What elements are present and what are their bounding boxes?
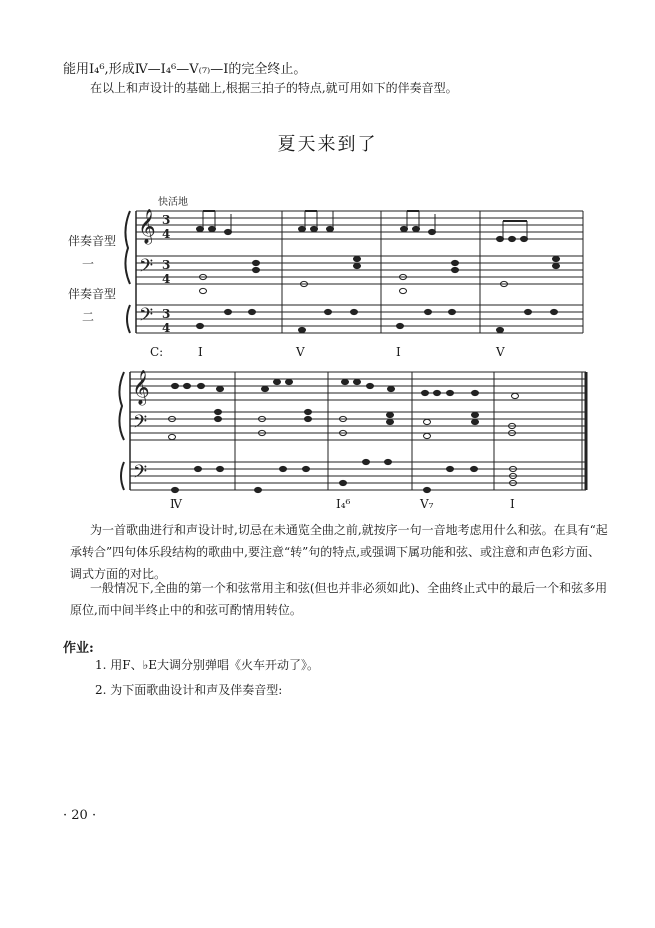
- chord-label: Ⅳ: [170, 497, 182, 511]
- time-sig-top: 3: [162, 213, 171, 227]
- key-label: C:: [150, 345, 164, 359]
- bass-clef-icon: 𝄢: [133, 462, 148, 487]
- pattern-1-label: 伴奏音型: [68, 234, 117, 248]
- body-paragraph-1: 为一首歌曲进行和声设计时,切忌在未通览全曲之前,就按序一句一音地考虑用什么和弦。在具有“起承转合”四句体乐段结构的歌曲中,要注意“转”句的特点,或强调下属功能和弦、或注意和声色彩方面、调式方面的对比。: [70, 523, 608, 581]
- time-sig-bottom: 4: [162, 321, 171, 335]
- melody-notes-1: [197, 211, 528, 242]
- chord-label: Ⅴ: [496, 345, 505, 359]
- treble-clef-icon: 𝄞: [138, 209, 156, 244]
- tempo-marking: 快活地: [158, 197, 188, 208]
- melody-notes-2: [172, 379, 519, 398]
- chord-label: Ⅰ: [510, 497, 515, 511]
- time-sig-top: 3: [162, 258, 171, 272]
- chord-label: Ⅰ: [396, 345, 401, 359]
- bass-clef-icon: 𝄢: [133, 412, 148, 437]
- homework-item-1: 1. 用F、♭E大调分别弹唱《火车开动了》。: [95, 658, 320, 672]
- time-sig-bottom: 4: [162, 227, 171, 241]
- song-title: 夏天来到了: [277, 134, 378, 155]
- homework-item-2: 2. 为下面歌曲设计和声及伴奏音型:: [95, 683, 283, 697]
- staff-bass-2a: [130, 412, 586, 440]
- chord-label: Ⅰ: [198, 345, 203, 359]
- body-paragraph-2: 一般情况下,全曲的第一个和弦常用主和弦(但也并非必须如此)、全曲终止式中的最后一个和弦多用原位,而中间半终止中的和弦可酌情用转位。: [70, 581, 608, 617]
- intro-line-2: 在以上和声设计的基础上,根据三拍子的特点,就可用如下的伴奏音型。: [90, 81, 458, 95]
- accompaniment-notes-2: [169, 409, 517, 492]
- chord-label: Ⅴ: [296, 345, 305, 359]
- bass-clef-icon: 𝄢: [139, 305, 154, 330]
- intro-line-1: 能用Ⅰ₄⁶,形成Ⅳ—Ⅰ₄⁶—Ⅴ₍₇₎—Ⅰ的完全终止。: [63, 62, 307, 77]
- pattern-1-number: 一: [82, 257, 95, 271]
- accompaniment-notes-1: [197, 256, 560, 332]
- pattern-2-label: 伴奏音型: [68, 287, 117, 301]
- pattern-2-number: 二: [82, 310, 95, 324]
- time-sig-top: 3: [162, 307, 171, 321]
- chord-label: Ⅴ₇: [420, 497, 434, 511]
- homework-title: 作业:: [63, 641, 94, 656]
- treble-clef-icon: 𝄞: [132, 370, 150, 405]
- bass-clef-icon: 𝄢: [139, 256, 154, 281]
- chord-label: Ⅰ₄⁶: [336, 497, 351, 511]
- page-number: · 20 ·: [63, 808, 97, 823]
- time-sig-bottom: 4: [162, 272, 171, 286]
- staff-bass-1b: [136, 305, 583, 333]
